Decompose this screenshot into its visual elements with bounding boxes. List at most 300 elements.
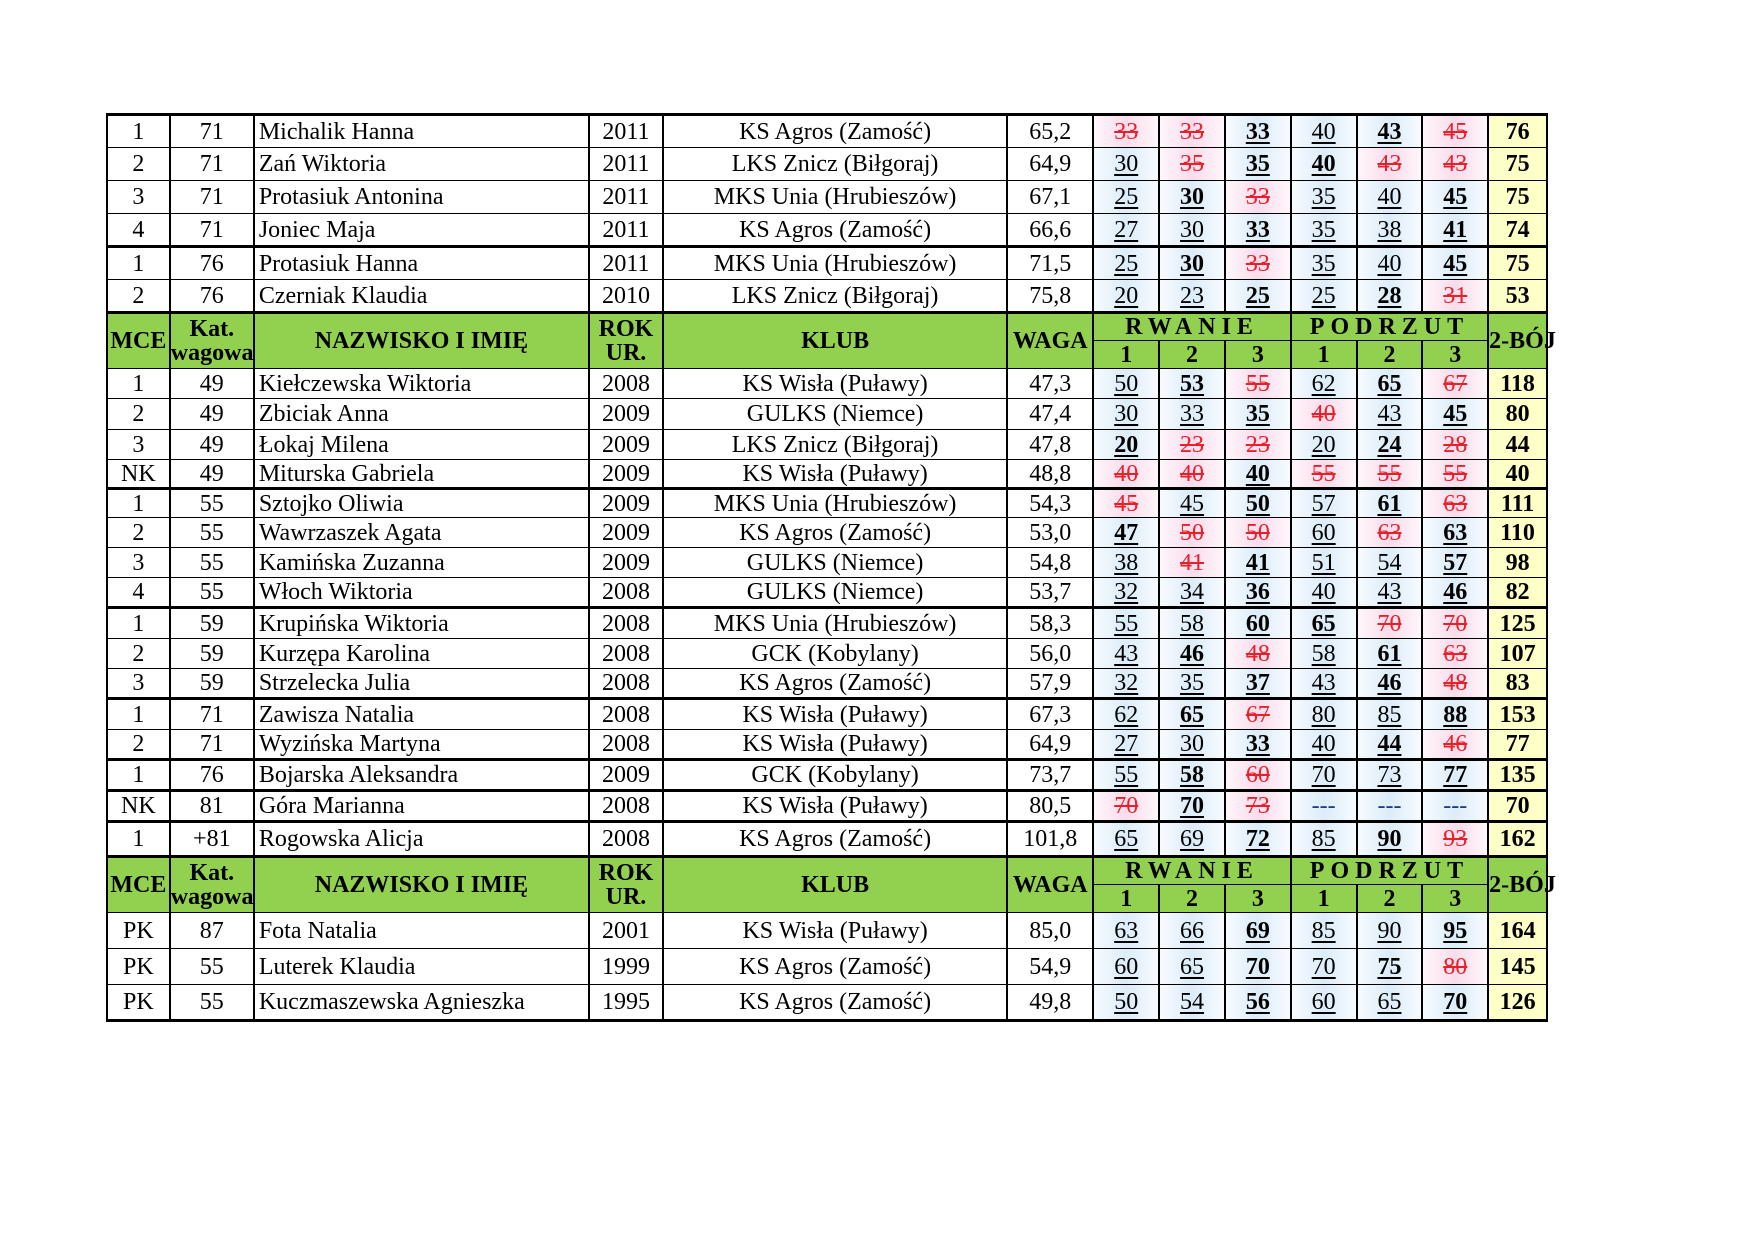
attempt-value: 33 xyxy=(1245,731,1270,757)
attempt-value: 51 xyxy=(1311,549,1336,576)
snatch-attempt-cell xyxy=(1225,578,1291,608)
attempt-value: 35 xyxy=(1311,216,1336,243)
clean-jerk-attempt-cell xyxy=(1357,791,1423,822)
attempt-value: 43 xyxy=(1377,579,1402,605)
attempt-value: 58 xyxy=(1311,640,1336,667)
attempt-value: 70 xyxy=(1311,953,1336,980)
total-cell: 82 xyxy=(1488,578,1547,608)
clean-jerk-attempt-cell xyxy=(1291,399,1357,430)
snatch-attempt-cell xyxy=(1093,115,1159,148)
attempt-value: 75 xyxy=(1377,953,1402,980)
bodyweight-cell: 54,8 xyxy=(1007,548,1093,578)
clean-jerk-attempt-cell xyxy=(1357,760,1423,791)
attempt-value: 58 xyxy=(1180,762,1205,788)
place-cell: 2 xyxy=(107,730,170,760)
attempt-value: 95 xyxy=(1443,917,1468,944)
weight-class-cell: 49 xyxy=(170,460,254,489)
place-cell: 1 xyxy=(107,699,170,730)
attempt-value: 46 xyxy=(1377,670,1402,696)
bodyweight-cell: 47,8 xyxy=(1007,430,1093,460)
header-birth-year: ROK UR. xyxy=(589,857,663,913)
snatch-attempt-cell xyxy=(1159,699,1225,730)
weight-class-cell: 49 xyxy=(170,399,254,430)
athlete-row xyxy=(107,247,1547,280)
athlete-name-cell: Zbiciak Anna xyxy=(254,399,589,430)
birth-year-cell: 1999 xyxy=(589,949,663,985)
attempt-value: 62 xyxy=(1311,370,1336,397)
attempt-value: 63 xyxy=(1443,490,1468,517)
attempt-value: 70 xyxy=(1443,989,1468,1015)
bodyweight-cell: 80,5 xyxy=(1007,791,1093,822)
attempt-value: 34 xyxy=(1180,579,1205,605)
snatch-attempt-cell xyxy=(1159,578,1225,608)
header-attempt-number: 2 xyxy=(1159,885,1225,913)
clean-jerk-attempt-cell xyxy=(1291,608,1357,639)
clean-jerk-attempt-cell xyxy=(1422,760,1488,791)
weight-class-cell: 76 xyxy=(170,760,254,791)
weight-class-cell: 71 xyxy=(170,115,254,148)
snatch-attempt-cell xyxy=(1159,399,1225,430)
clean-jerk-attempt-cell xyxy=(1422,985,1488,1021)
clean-jerk-attempt-cell xyxy=(1291,730,1357,760)
snatch-attempt-cell xyxy=(1159,985,1225,1021)
clean-jerk-attempt-cell xyxy=(1357,608,1423,639)
header-name: NAZWISKO I IMIĘ xyxy=(254,313,589,369)
clean-jerk-attempt-cell xyxy=(1291,489,1357,518)
snatch-attempt-cell xyxy=(1225,489,1291,518)
snatch-attempt-cell xyxy=(1093,430,1159,460)
clean-jerk-attempt-cell xyxy=(1422,822,1488,857)
column-header-row xyxy=(107,857,1547,885)
attempt-value: 43 xyxy=(1377,118,1402,145)
attempt-value: 70 xyxy=(1245,953,1270,980)
weight-class-cell: 76 xyxy=(170,247,254,280)
attempt-value: 30 xyxy=(1114,401,1139,427)
snatch-attempt-cell xyxy=(1159,214,1225,247)
weight-class-cell: 49 xyxy=(170,369,254,399)
snatch-attempt-cell xyxy=(1159,280,1225,313)
clean-jerk-attempt-cell xyxy=(1291,822,1357,857)
place-cell: 3 xyxy=(107,548,170,578)
attempt-value: 48 xyxy=(1245,640,1270,667)
attempt-value: 72 xyxy=(1245,826,1270,852)
clean-jerk-attempt-cell xyxy=(1422,730,1488,760)
weight-class-cell: 71 xyxy=(170,148,254,181)
snatch-attempt-cell xyxy=(1093,669,1159,699)
snatch-attempt-cell xyxy=(1159,913,1225,949)
athlete-row xyxy=(107,369,1547,399)
clean-jerk-attempt-cell xyxy=(1291,115,1357,148)
attempt-value: 46 xyxy=(1443,731,1468,757)
total-cell: 75 xyxy=(1488,148,1547,181)
header-weight-class: Kat. wagowa xyxy=(170,313,254,369)
weight-class-cell: 71 xyxy=(170,181,254,214)
attempt-value: 33 xyxy=(1114,118,1139,145)
attempt-value: 43 xyxy=(1377,151,1402,177)
total-cell: 107 xyxy=(1488,639,1547,669)
attempt-value: 36 xyxy=(1245,579,1270,605)
athlete-name-cell: Fota Natalia xyxy=(254,913,589,949)
bodyweight-cell: 67,3 xyxy=(1007,699,1093,730)
place-cell: PK xyxy=(107,949,170,985)
header-name: NAZWISKO I IMIĘ xyxy=(254,857,589,913)
athlete-name-cell: Łokaj Milena xyxy=(254,430,589,460)
attempt-value: 65 xyxy=(1114,826,1139,852)
total-cell: 118 xyxy=(1488,369,1547,399)
attempt-value: 25 xyxy=(1311,282,1336,309)
attempt-value: 45 xyxy=(1443,184,1468,210)
total-cell: 40 xyxy=(1488,460,1547,489)
attempt-value: 40 xyxy=(1311,401,1336,427)
attempt-value: 60 xyxy=(1311,989,1336,1015)
clean-jerk-attempt-cell xyxy=(1291,430,1357,460)
header-attempt-number: 3 xyxy=(1422,885,1488,913)
total-cell: 153 xyxy=(1488,699,1547,730)
bodyweight-cell: 53,0 xyxy=(1007,518,1093,548)
attempt-value: 28 xyxy=(1377,282,1402,309)
attempt-value: 35 xyxy=(1311,250,1336,277)
birth-year-cell: 2009 xyxy=(589,760,663,791)
athlete-row xyxy=(107,280,1547,313)
attempt-value: 66 xyxy=(1180,917,1205,944)
total-cell: 98 xyxy=(1488,548,1547,578)
snatch-attempt-cell xyxy=(1093,760,1159,791)
athlete-name-cell: Krupińska Wiktoria xyxy=(254,608,589,639)
club-cell: KS Agros (Zamość) xyxy=(663,214,1007,247)
athlete-row xyxy=(107,608,1547,639)
header-attempt-number: 1 xyxy=(1093,341,1159,369)
attempt-value: 46 xyxy=(1180,640,1205,667)
header-snatch: RWANIE xyxy=(1093,857,1290,885)
snatch-attempt-cell xyxy=(1093,489,1159,518)
clean-jerk-attempt-cell xyxy=(1291,148,1357,181)
attempt-value: 40 xyxy=(1311,731,1336,757)
club-cell: KS Agros (Zamość) xyxy=(663,985,1007,1021)
attempt-value: 63 xyxy=(1114,917,1139,944)
athlete-name-cell: Zawisza Natalia xyxy=(254,699,589,730)
attempt-value: 38 xyxy=(1114,549,1139,576)
attempt-value: 55 xyxy=(1443,460,1468,487)
attempt-value: 90 xyxy=(1377,826,1402,852)
club-cell: KS Agros (Zamość) xyxy=(663,115,1007,148)
total-cell: 145 xyxy=(1488,949,1547,985)
weight-class-cell: 55 xyxy=(170,548,254,578)
athlete-name-cell: Kurzępa Karolina xyxy=(254,639,589,669)
attempt-value: 40 xyxy=(1311,118,1336,145)
attempt-value: 35 xyxy=(1180,670,1205,696)
attempt-value: 33 xyxy=(1180,118,1205,145)
weight-class-cell: 87 xyxy=(170,913,254,949)
attempt-value: 40 xyxy=(1377,250,1402,277)
snatch-attempt-cell xyxy=(1225,730,1291,760)
attempt-value: 45 xyxy=(1443,250,1468,277)
total-cell: 162 xyxy=(1488,822,1547,857)
attempt-value: 60 xyxy=(1114,953,1139,980)
attempt-value: 35 xyxy=(1245,151,1270,177)
snatch-attempt-cell xyxy=(1093,949,1159,985)
athlete-name-cell: Bojarska Aleksandra xyxy=(254,760,589,791)
athlete-row xyxy=(107,949,1547,985)
athlete-row xyxy=(107,148,1547,181)
club-cell: GULKS (Niemce) xyxy=(663,548,1007,578)
snatch-attempt-cell xyxy=(1159,669,1225,699)
attempt-value: 24 xyxy=(1377,431,1402,458)
athlete-row xyxy=(107,518,1547,548)
athlete-name-cell: Czerniak Klaudia xyxy=(254,280,589,313)
birth-year-cell: 2011 xyxy=(589,181,663,214)
place-cell: 4 xyxy=(107,214,170,247)
weight-class-cell: 59 xyxy=(170,639,254,669)
attempt-value: 90 xyxy=(1377,917,1402,944)
clean-jerk-attempt-cell xyxy=(1291,369,1357,399)
header-clean-jerk: PODRZUT xyxy=(1291,857,1488,885)
attempt-value: 43 xyxy=(1443,151,1468,177)
snatch-attempt-cell xyxy=(1159,369,1225,399)
attempt-value: 93 xyxy=(1443,826,1468,852)
clean-jerk-attempt-cell xyxy=(1291,913,1357,949)
athlete-row xyxy=(107,639,1547,669)
attempt-value: 35 xyxy=(1311,184,1336,210)
place-cell: 3 xyxy=(107,181,170,214)
header-attempt-number: 2 xyxy=(1159,341,1225,369)
place-cell: PK xyxy=(107,913,170,949)
birth-year-cell: 2008 xyxy=(589,699,663,730)
header-bodyweight: WAGA xyxy=(1007,313,1093,369)
athlete-name-cell: Kuczmaszewska Agnieszka xyxy=(254,985,589,1021)
snatch-attempt-cell xyxy=(1225,280,1291,313)
attempt-value: 85 xyxy=(1311,917,1336,944)
attempt-value: --- xyxy=(1443,793,1468,819)
clean-jerk-attempt-cell xyxy=(1422,913,1488,949)
attempt-value: 50 xyxy=(1180,519,1205,546)
clean-jerk-attempt-cell xyxy=(1291,760,1357,791)
attempt-value: 65 xyxy=(1377,989,1402,1015)
attempt-value: 65 xyxy=(1377,370,1402,397)
weight-class-cell: 71 xyxy=(170,214,254,247)
attempt-value: 40 xyxy=(1180,460,1205,487)
snatch-attempt-cell xyxy=(1225,548,1291,578)
attempt-value: 33 xyxy=(1180,401,1205,427)
attempt-value: 32 xyxy=(1114,670,1139,696)
clean-jerk-attempt-cell xyxy=(1357,399,1423,430)
clean-jerk-attempt-cell xyxy=(1291,280,1357,313)
attempt-value: 23 xyxy=(1180,431,1205,458)
snatch-attempt-cell xyxy=(1093,369,1159,399)
birth-year-cell: 2008 xyxy=(589,669,663,699)
place-cell: 3 xyxy=(107,669,170,699)
header-birth-year: ROK UR. xyxy=(589,313,663,369)
weight-class-cell: 59 xyxy=(170,669,254,699)
clean-jerk-attempt-cell xyxy=(1422,489,1488,518)
attempt-value: 70 xyxy=(1377,610,1402,637)
bodyweight-cell: 73,7 xyxy=(1007,760,1093,791)
snatch-attempt-cell xyxy=(1225,247,1291,280)
attempt-value: 55 xyxy=(1114,762,1139,788)
snatch-attempt-cell xyxy=(1159,608,1225,639)
place-cell: 4 xyxy=(107,578,170,608)
snatch-attempt-cell xyxy=(1225,214,1291,247)
snatch-attempt-cell xyxy=(1225,791,1291,822)
snatch-attempt-cell xyxy=(1225,181,1291,214)
snatch-attempt-cell xyxy=(1225,699,1291,730)
attempt-value: 60 xyxy=(1311,519,1336,546)
attempt-value: 69 xyxy=(1245,917,1270,944)
header-club: KLUB xyxy=(663,313,1007,369)
clean-jerk-attempt-cell xyxy=(1357,913,1423,949)
place-cell: 1 xyxy=(107,608,170,639)
snatch-attempt-cell xyxy=(1159,518,1225,548)
weight-class-cell: 81 xyxy=(170,791,254,822)
club-cell: KS Wisła (Puławy) xyxy=(663,791,1007,822)
snatch-attempt-cell xyxy=(1093,822,1159,857)
attempt-value: --- xyxy=(1377,793,1402,819)
attempt-value: 88 xyxy=(1443,701,1468,728)
athlete-name-cell: Protasiuk Hanna xyxy=(254,247,589,280)
attempt-value: 35 xyxy=(1245,401,1270,427)
weight-class-cell: 55 xyxy=(170,949,254,985)
attempt-value: 33 xyxy=(1245,118,1270,145)
place-cell: 1 xyxy=(107,247,170,280)
clean-jerk-attempt-cell xyxy=(1422,247,1488,280)
attempt-value: 40 xyxy=(1377,184,1402,210)
clean-jerk-attempt-cell xyxy=(1422,280,1488,313)
attempt-value: 20 xyxy=(1311,431,1336,458)
birth-year-cell: 2009 xyxy=(589,548,663,578)
attempt-value: 55 xyxy=(1311,460,1336,487)
athlete-row xyxy=(107,822,1547,857)
athlete-name-cell: Wyzińska Martyna xyxy=(254,730,589,760)
birth-year-cell: 2008 xyxy=(589,730,663,760)
bodyweight-cell: 56,0 xyxy=(1007,639,1093,669)
attempt-value: 56 xyxy=(1245,989,1270,1015)
total-cell: 110 xyxy=(1488,518,1547,548)
birth-year-cell: 2011 xyxy=(589,214,663,247)
attempt-value: 23 xyxy=(1180,282,1205,309)
total-cell: 126 xyxy=(1488,985,1547,1021)
header-attempt-number: 2 xyxy=(1357,885,1423,913)
snatch-attempt-cell xyxy=(1159,247,1225,280)
club-cell: KS Wisła (Puławy) xyxy=(663,730,1007,760)
athlete-row xyxy=(107,181,1547,214)
attempt-value: 30 xyxy=(1180,731,1205,757)
header-attempt-number: 3 xyxy=(1422,341,1488,369)
clean-jerk-attempt-cell xyxy=(1291,669,1357,699)
attempt-value: 35 xyxy=(1180,151,1205,177)
snatch-attempt-cell xyxy=(1225,115,1291,148)
snatch-attempt-cell xyxy=(1225,430,1291,460)
clean-jerk-attempt-cell xyxy=(1291,247,1357,280)
athlete-row xyxy=(107,669,1547,699)
athlete-row xyxy=(107,430,1547,460)
birth-year-cell: 2009 xyxy=(589,489,663,518)
attempt-value: 50 xyxy=(1245,490,1270,517)
athlete-name-cell: Joniec Maja xyxy=(254,214,589,247)
place-cell: NK xyxy=(107,460,170,489)
attempt-value: 50 xyxy=(1245,519,1270,546)
attempt-value: 63 xyxy=(1377,519,1402,546)
athlete-row xyxy=(107,399,1547,430)
attempt-value: 57 xyxy=(1443,549,1468,576)
birth-year-cell: 1995 xyxy=(589,985,663,1021)
club-cell: KS Agros (Zamość) xyxy=(663,669,1007,699)
athlete-row xyxy=(107,791,1547,822)
birth-year-cell: 2009 xyxy=(589,430,663,460)
total-cell: 80 xyxy=(1488,399,1547,430)
results-table xyxy=(106,113,1556,1022)
attempt-value: 55 xyxy=(1245,370,1270,397)
bodyweight-cell: 47,4 xyxy=(1007,399,1093,430)
snatch-attempt-cell xyxy=(1093,791,1159,822)
snatch-attempt-cell xyxy=(1159,639,1225,669)
clean-jerk-attempt-cell xyxy=(1422,949,1488,985)
attempt-value: 33 xyxy=(1245,250,1270,277)
place-cell: 3 xyxy=(107,430,170,460)
weight-class-cell: 55 xyxy=(170,578,254,608)
snatch-attempt-cell xyxy=(1225,399,1291,430)
total-cell: 164 xyxy=(1488,913,1547,949)
clean-jerk-attempt-cell xyxy=(1422,148,1488,181)
weight-class-cell: 49 xyxy=(170,430,254,460)
clean-jerk-attempt-cell xyxy=(1422,115,1488,148)
attempt-value: 54 xyxy=(1377,549,1402,576)
bodyweight-cell: 53,7 xyxy=(1007,578,1093,608)
clean-jerk-attempt-cell xyxy=(1357,985,1423,1021)
attempt-value: 57 xyxy=(1311,490,1336,517)
weight-class-cell: 55 xyxy=(170,489,254,518)
snatch-attempt-cell xyxy=(1159,489,1225,518)
total-cell: 74 xyxy=(1488,214,1547,247)
header-weight-class: Kat. wagowa xyxy=(170,857,254,913)
attempt-value: 70 xyxy=(1443,610,1468,637)
snatch-attempt-cell xyxy=(1093,639,1159,669)
place-cell: 2 xyxy=(107,639,170,669)
clean-jerk-attempt-cell xyxy=(1357,730,1423,760)
place-cell: 1 xyxy=(107,822,170,857)
total-cell: 53 xyxy=(1488,280,1547,313)
club-cell: KS Wisła (Puławy) xyxy=(663,369,1007,399)
birth-year-cell: 2008 xyxy=(589,639,663,669)
place-cell: 1 xyxy=(107,369,170,399)
attempt-value: 77 xyxy=(1443,762,1468,788)
club-cell: GULKS (Niemce) xyxy=(663,399,1007,430)
snatch-attempt-cell xyxy=(1159,181,1225,214)
total-cell: 70 xyxy=(1488,791,1547,822)
clean-jerk-attempt-cell xyxy=(1422,669,1488,699)
header-attempt-number: 2 xyxy=(1357,341,1423,369)
attempt-value: 55 xyxy=(1377,460,1402,487)
header-mce: MCE xyxy=(107,857,170,913)
header-total: 2-BÓJ xyxy=(1488,313,1547,369)
clean-jerk-attempt-cell xyxy=(1357,115,1423,148)
clean-jerk-attempt-cell xyxy=(1291,548,1357,578)
clean-jerk-attempt-cell xyxy=(1357,247,1423,280)
clean-jerk-attempt-cell xyxy=(1357,489,1423,518)
attempt-value: 30 xyxy=(1180,250,1205,277)
attempt-value: 54 xyxy=(1180,989,1205,1015)
attempt-value: 69 xyxy=(1180,826,1205,852)
snatch-attempt-cell xyxy=(1225,913,1291,949)
total-cell: 135 xyxy=(1488,760,1547,791)
header-bodyweight: WAGA xyxy=(1007,857,1093,913)
snatch-attempt-cell xyxy=(1093,730,1159,760)
attempt-value: 41 xyxy=(1245,549,1270,576)
total-cell: 75 xyxy=(1488,247,1547,280)
clean-jerk-attempt-cell xyxy=(1291,791,1357,822)
attempt-value: 43 xyxy=(1311,670,1336,696)
athlete-name-cell: Wawrzaszek Agata xyxy=(254,518,589,548)
bodyweight-cell: 58,3 xyxy=(1007,608,1093,639)
weight-class-cell: 71 xyxy=(170,699,254,730)
